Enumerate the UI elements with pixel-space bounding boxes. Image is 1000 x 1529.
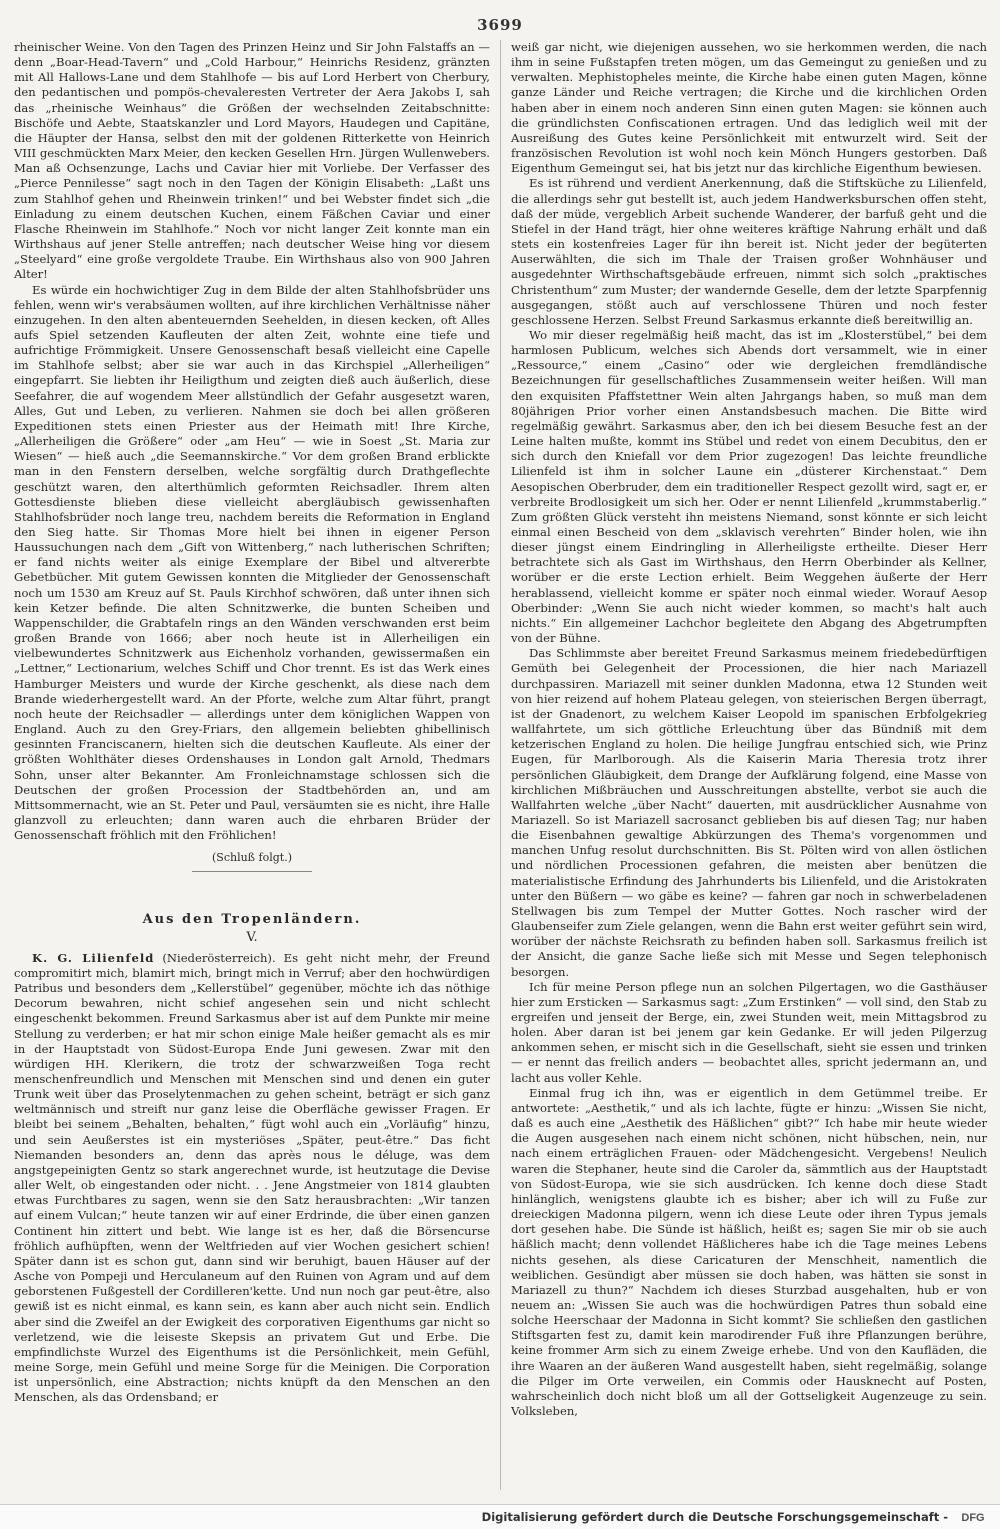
column-divider [500,40,501,1490]
digitization-footer [0,1504,1000,1529]
dateline: K. G. Lilienfeld [32,950,155,965]
article-paragraph: Ich für meine Person pflege nun an solchen Pilgertagen, wo die Gasthäuser hier zum Ersticken — Sarkasmus sagt: „Zum Erstinken“ — voll sind, den Stab zu ergreifen und jenseit der Berge, ein, zwei Stunden weit, mein Mittagsbrod zu holen. Aber daran ist bei jenem gar kein Gedanke. Er will jeden Pilgerzug ankommen sehen, er mischt sich in die Gesellschaft, sieht sie essen und trinken — er nennt das freilich anders — beobachtet alles, spricht jedermann an, und lacht aus voller Kehle. [511,979,987,1085]
left-column [14,40,490,1405]
article-paragraph: weiß gar nicht, wie diejenigen aussehen, wo sie herkommen werden, die nach ihm in seine Fußstapfen treten mögen, um das Gemeingut zu genießen und zu verwalten. Mephistopheles meinte, die Kirche habe einen guten Magen, könne ganze Länder und Reiche vertragen; die Kirche und die kirchlichen Orden haben aber in einem noch anderen Sinn einen guten Magen: sie können auch die gründlichsten Confiscationen ertragen. Und das lediglich weil mit der Ausreißung des Gutes keine Persönlichkeit mit entwurzelt wird. Seit der französischen Revolution ist wohl noch kein Mönch Hungers gestorben. Daß Eigenthum Gemeingut sei, hat bis jetzt nur das kirchliche Eigenthum bewiesen. [511,40,987,176]
page-number: 3699 [477,16,523,34]
article-paragraph: Es würde ein hochwichtiger Zug in dem Bilde der alten Stahlhofsbrüder uns fehlen, wenn wir's verabsäumen wollten, auf ihre kirchlichen Verhältnisse näher einzugehen. In den alten abenteuernden Seehelden, in diesen kecken, oft Alles aufs Spiel setzenden Kaufleuten der alten Zeit, wohnte eine tiefe und aufrichtige Frömmigkeit. Unsere Genossenschaft besaß vielleicht eine Capelle im Stahlhofe selbst; aber sie war auch in das Kirchspiel „Allerheiligen“ eingepfarrt. Sie liebten ihr Heiligthum und zeigten dieß auch äußerlich, diese Seefahrer, die auf wogendem Meer allstündlich der Gefahr ausgesetzt waren, Alles, Gut und Leben, zu verlieren. Nahmen sie doch bei allen größeren Expeditionen stets einen Priester aus der Heimath mit! Ihre Kirche, „Allerheiligen die Größere“ oder „am Heu“ — wie in Soest „St. Maria zur Wiesen“ — hieß auch „die Seemannskirche.“ Vor dem großen Brand erblickte man in den Fenstern derselben, welche sorgfältig durch Drathgeflechte geschützt waren, den alterthümlich geformten Reichsadler. Ihrem alten Gottesdienste blieben diese vielleicht abergläubisch gewissenhaften Stahlhofsbrüder noch lange treu, nachdem bereits die Reformation in England den Sieg hatte. Sir Thomas More hielt bei ihnen in eigener Person Haussuchungen nach dem „Gift von Wittenberg,“ nach lutherischen Schriften; er fand nichts weiter als einige Exemplare der Bibel und altvererbte Gebetbücher. Mit gutem Gewissen konnten die Mitglieder der Genossenschaft noch um 1530 am Kreuz auf St. Pauls Kirchhof schwören, daß unter ihnen sich kein Ketzer befinde. Die alten Schnitzwerke, die bunten Scheiben und Wappenschilder, die Grabtafeln rings an den Wänden verschwanden erst beim großen Brande von 1666; aber noch heute ist in Allerheiligen ein vielbewundertes Schnitzwerk aus Eichenholz vorhanden, gewissermaßen ein „Lettner,“ Lectionarium, welches Schiff und Chor trennt. Es ist das Werk eines Hamburger Meisters und wurde der Kirche geschenkt, als diese nach dem Brande wiederhergestellt ward. An der Pforte, welche zum Altar führt, prangt noch heute der Reichsadler — allerdings unter dem königlichen Wappen von England. Auch zu den Grey-Friars, den allgemein beliebten ghibellinisch gesinnten Franciscanern, hielten sich die deutschen Kaufleute. Als einer der größten Wohlthäter dieses Ordenshauses in London galt Arnold, Thedmars Sohn, unser alter Bekannter. Am Fronleichnamstage schlossen sich die Deutschen der großen Procession der Stadtbehörden an, und am Mittsommernacht, wie an St. Peter und Paul, versäumten sie es nicht, ihre Halle glanzvoll zu erleuchten; dann waren auch die ehrbaren Brüder der Genossenschaft fröhlich mit den Fröhlichen! [14,282,490,843]
dfg-logo-text: DFG [961,1512,985,1524]
article-paragraph-text: (Niederösterreich). Es geht nicht mehr, der Freund compromitirt mich, blamirt mich, bringt mich in Verruf; aber den hochwürdigen Patribus und besonders dem „Kellerstübel“ gegenüber, möchte ich das nöthige Decorum bewahren, nicht schief angesehen sein und nicht schlecht eingeschenkt bekommen. Freund Sarkasmus aber ist auf dem Punkte mir meine Stellung zu verderben; er hat mir schon einige Male heißer gemacht als es mir in der Hauptstadt von Südost-Europa Ende Juni gewesen. Zwar mit den würdigen HH. Klerikern, die trotz der schwarzweißen Toga recht menschenfreundlich und Menschen mit Menschen sind und denen ein guter Trunk weit über das Proselytenmachen zu gehen scheint, beträgt er sich ganz weltmännisch und streift nur ganz leise die Oberfläche gewisser Fragen. Er bleibt bei seinem „Behalten, behalten,“ fügt wohl auch ein „Vorläufig“ hinzu, und sein Aeußerstes ist ein mysteriöses „Später, peut-être.“ Das ficht Niemanden besonders an, denn das après nous le déluge, was dem angstgepeinigten Gentz so stark angerechnet wurde, ist heutzutage die Devise aller Welt, ob eingestanden oder nicht. . . Jene Angstmeier von 1814 glaubten etwas Furchtbares zu sagen, wenn sie den Satz herausbrachten: „Wir tanzen auf einem Vulcan;“ heute tanzen wir auf einer Erdrinde, die über einen ganzen Continent hin zittert und bebt. Wie lange ist es her, daß die Börsencurse fröhlich aufhüpften, wenn der Weltfrieden auf vier Wochen gesichert schien! Später dann ist es schon gut, dann sind wir beruhigt, bauen Häuser auf der Asche von Pompeji und Herculaneum auf den Ruinen von Agram und auf dem geborstenen Fußgestell der Cordilleren'kette. Und nun noch gar peut-être, also gewiß ist es nicht einmal, es kann sein, es kann aber auch nicht sein. Endlich aber sind die Zweifel an der Ewigkeit des corporativen Eigenthums gar nicht so verletzend, wie die leiseste Skepsis an privatem Gut und Erbe. Die empfindlichste Wurzel des Eigenthums ist die Persönlichkeit, mein Gefühl, meine Sorge, mein Gefühl und meine Sorge für die Meinigen. Die Corporation ist unpersönlich, eine Abstraction; nichts knüpft da den Menschen an den Menschen, als das Ordensband; er [14,950,490,1405]
article-paragraph: Es ist rührend und verdient Anerkennung, daß die Stiftsküche zu Lilienfeld, die allerdings sehr gut bestellt ist, auch jedem Handwerksburschen offen steht, daß der müde, vergeblich Arbeit suchende Wanderer, der barfuß geht und die Stiefel in der Hand trägt, hier ohne weiteres kräftige Nahrung erhält und daß stets ein kostenfreies Lager für ihn bereit ist. Nicht jeder der begüterten Auserwählten, die sich im Thale der Traisen großer Wohnhäuser und ausgedehnter Wirthschaftsgebäude erfreuen, nimmt sich solch „praktisches Christenthum“ zum Muster; der wandernde Geselle, dem der letzte Sparpfennig ausgegangen, stößt auch auf verschlossene Thüren und noch fester geschlossene Herzen. Selbst Freund Sarkasmus erkannte dieß bereitwillig an. [511,176,987,327]
section-numeral: V. [246,929,258,945]
article-paragraph: Das Schlimmste aber bereitet Freund Sarkasmus meinem friedebedürftigen Gemüth bei Gelegenheit der Processionen, die hier nach Mariazell durchpassiren. Mariazell mit seiner dunklen Madonna, etwa 12 Stunden weit von hier reizend auf hohem Plateau gelegen, von steierischen Bergen überragt, ist der Gnadenort, zu welchem Kaiser Leopold im spanischen Erbfolgekrieg wallfahrtete, um sich göttliche Erleuchtung über das Bündniß mit dem ketzerischen England zu holen. Die heilige Jungfrau entschied sich, wie Prinz Eugen, für Marlborough. Als die Kaiserin Maria Theresia trotz ihrer persönlichen Gläubigkeit, dem Drange der Aufklärung folgend, eine Masse von kirchlichen Mißbräuchen und Ausschreitungen abstellte, verbot sie auch die Wallfahrten welche „über Nacht“ dauerten, mit ausdrücklicher Ausnahme von Mariazell. So ist Mariazell sacrosanct geblieben bis auf diesen Tag; nur haben die Eisenbahnen gewaltige Abkürzungen des Thema's vorgenommen und manchen Unfug resolut durchschnitten. Bis St. Pölten wird von allen östlichen und nördlichen Processionen gefahren, die meisten aber benützen die materialistische Erfindung des Jahrhunderts bis Lilienfeld, und die Aristokraten unter den Büßern — wo gäbe es keine? — fahren gar noch in schwerbeladenen Stellwagen bis zum Tempel der Mutter Gottes. Noch rascher wird der Glaubenseifer zum Ziele gelangen, wenn die Bahn erst weiter geführt sein wird, worüber der nächste Reichsrath zu befinden haben soll. Sarkasmus freilich ist der Ansicht, die ganze Sache ließe sich mit Messe und Segen telephonisch besorgen. [511,646,987,979]
funding-credit: Digitalisierung gefördert durch die Deutsche Forschungsgemeinschaft - [481,1510,948,1524]
article-paragraph: Einmal frug ich ihn, was er eigentlich in dem Getümmel treibe. Er antwortete: „Aesthetik,“ und als ich lachte, fügte er hinzu: „Wissen Sie nicht, daß es auch eine „Aesthetik des Häßlichen“ gibt?“ Ich habe mir heute wieder die Augen ausgesehen nach einem nicht schönen, nicht hübschen, nein, nur nach einem erträglichen Frauen- oder Mädchengesicht. Vergebens! Neulich waren die Stephaner, heute sind die Caroler da, sämmtlich aus der Hauptstadt von Südost-Europa, wie sie sich ausdrücken. Ich kenne doch diese Stadt hinlänglich, wenigstens glaubte ich es bisher; aber ich will zu Fuße zur dreieckigen Madonna pilgern, wenn ich diese Leute oder ihren Typus jemals dort gesehen habe. Die Sünde ist häßlich, heißt es; sagen Sie mir ob sie auch häßlich macht; denn vollendet Häßlicheres habe ich die Tage meines Lebens nichts gesehen, als diese Caricaturen der Menschheit, namentlich die weiblichen. Gesündigt aber müssen sie doch haben, was hätten sie sonst in Mariazell zu thun?“ Nachdem ich dieses Sturzbad ausgehalten, hub er von neuem an: „Wissen Sie auch was die hochwürdigen Patres thun sobald eine solche Heerschaar der Madonna in Sicht kommt? Sie schließen den gastlichen Stiftsgarten fest zu, damit kein marodirender Fuß ihre Pflanzungen berühre, keine frommer Arm sich zu einem Zweige erhebe. Und von den Kaufläden, die ihre Waaren an der äußeren Wand ausgestellt haben, sieht regelmäßig, solange die Pilger im Orte verweilen, ein Commis oder Hausknecht auf Posten, wahrscheinlich doch nicht bloß um all der Gottseligkeit Augenzeuge zu sein. Volksleben, [511,1085,987,1419]
article-paragraph [14,951,490,1406]
right-column [511,40,987,1419]
dfg-logo-icon [956,1510,990,1524]
section-divider [192,871,312,872]
continuation-note: (Schluß folgt.) [212,851,292,865]
article-paragraph: Wo mir dieser regelmäßig heiß macht, das ist im „Klosterstübel,“ bei dem harmlosen Publicum, welches sich Abends dort versammelt, wie in einer „Ressource,“ einem „Casino“ oder wie dergleichen fremdländische Bezeichnungen für gesellschaftliches Zusammensein weiter heißen. Will man den exquisiten Pfaffstettner Wein alten Jahrgangs haben, so muß man dem 80jährigen Prior vorher einen Anstandsbesuch machen. Die Bitte wird regelmäßig gewährt. Sarkasmus aber, den ich bei diesem Besuche fest an der Leine halten mußte, kommt ins Stübel und redet von einem Decubitus, den er sich durch den Kniefall vor dem Prior zugezogen! Das leichte freundliche Lilienfeld ist ihm in solcher Laune ein „düsterer Kirchenstaat.“ Dem Aesopischen Oberbruder, dem ein traditioneller Respect gezollt wird, sagt er, er verbreite Brodlosigkeit um sich her. Oder er nennt Lilienfeld „krummstaberlig.“ Zum größten Glück versteht ihn meistens Niemand, sonst könnte er sich leicht einmal einen Bescheid von dem „sklavisch verehrten“ Binder holen, wie ihn dieser jüngst einem Eindringling in Allerheiligste ertheilte. Dieser Herr betrachtete sich als Gast im Wirthshaus, den Herrn Oberbinder als Kellner, worüber er die erste Lection erhielt. Beim Weggehen äußerte der Herr herablassend, vielleicht komme er später noch einmal wieder. Worauf Aesop Oberbinder: „Wenn Sie auch nicht wieder kommen, so macht's halt auch nichts.“ Ein allgemeiner Lachchor begleitete den Abgang des Abgetrumpften von der Bühne. [511,327,987,646]
section-title: Aus den Tropenländern. [142,912,362,928]
article-paragraph: rheinischer Weine. Von den Tagen des Prinzen Heinz und Sir John Falstaffs an — denn „Boar-Head-Tavern“ und „Cold Harbour,“ Heinrichs Residenz, gränzten mit All Hallows-Lane und dem Stahlhofe — bis auf Lord Herbert von Cherbury, den pedantischen und pompös-chevaleresten Vertreter der Aera Jakobs I, sah das „rheinische Weinhaus“ die Größen der wechselnden Zeitabschnitte: Bischöfe und Aebte, Staatskanzler und Lord Mayors, Haudegen und Capitäne, die Häupter der Hansa, selbst den mit der goldenen Ritterkette von Heinrich VIII geschmückten Marx Meier, den kecken Gesellen Hrn. Jürgen Wullenwebers. Man aß Ochsenzunge, Lachs und Caviar hier mit Vorliebe. Der Verfasser des „Pierce Pennilesse“ sagt noch in den Tagen der Königin Elisabeth: „Laßt uns zum Stahlhof gehen und Rheinwein trinken!“ und bei Webster findet sich „die Einladung zu einem deutschen Kuchen, einem Fäßchen Caviar und einer Flasche Rheinwein im Stahlhofe.“ Noch vor nicht langer Zeit konnte man ein Wirthshaus auf jener Stelle antreffen; nach deutscher Weise hing vor diesem „Steelyard“ eine große vergoldete Traube. Ein Wirthshaus also von 900 Jahren Alter! [14,40,490,282]
